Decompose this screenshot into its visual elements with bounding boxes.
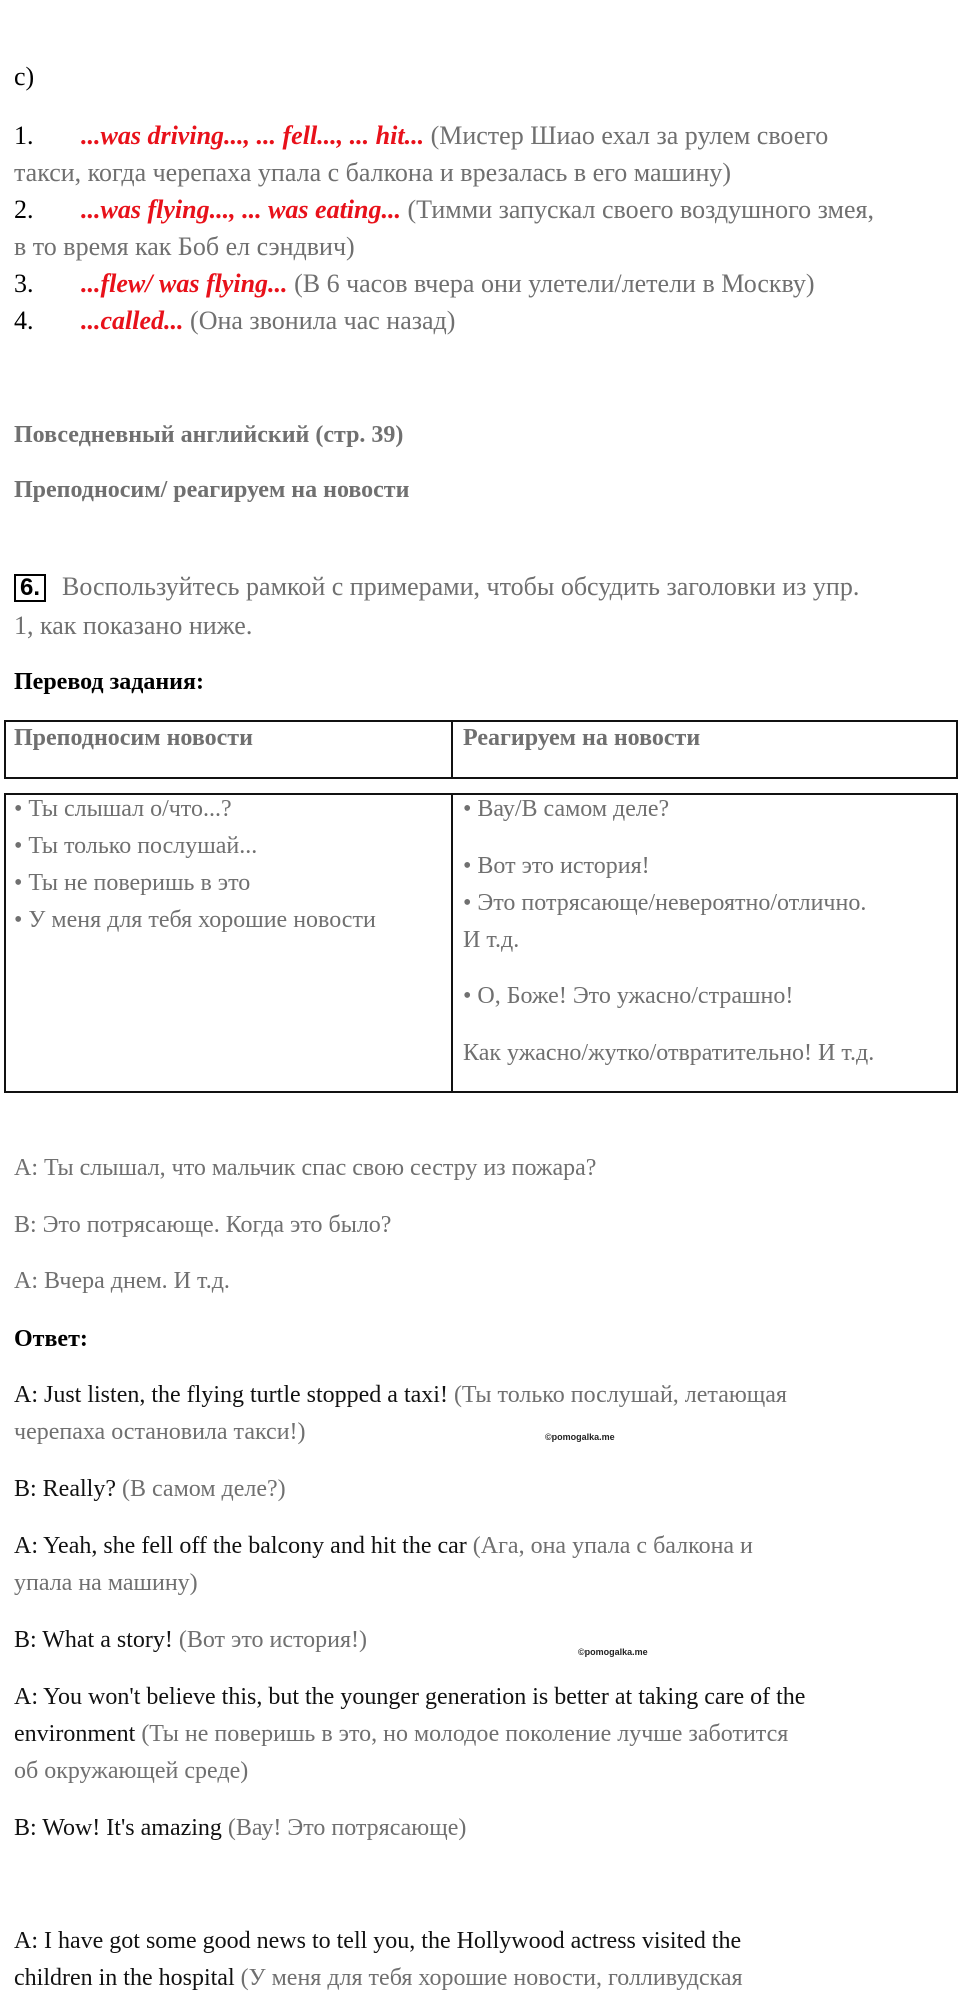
answer-item-2 xyxy=(14,191,874,228)
dialog-line-5: A: You won't believe this, but the younger generation is better at taking care of the xyxy=(14,1684,806,1710)
example-line: B: Это потрясающе. Когда это было? xyxy=(14,1212,392,1238)
dialog-translation: (Ага, она упала с балкона и xyxy=(472,1533,753,1559)
answer-item-1 xyxy=(14,117,828,154)
table-right-item: • Вот это история! xyxy=(463,853,650,879)
table-divider xyxy=(451,720,453,779)
dialog-line-7-cont xyxy=(14,1965,743,1992)
table-header-left: Преподносим новости xyxy=(14,725,253,751)
answer-number: 4. xyxy=(14,306,34,335)
section-title: Повседневный английский (стр. 39) xyxy=(14,422,404,448)
exercise-instruction xyxy=(14,572,859,602)
dialog-line-2 xyxy=(14,1476,286,1503)
dialog-english: B: Really? xyxy=(14,1476,116,1502)
dialog-translation: (Ты не поверишь в это, но молодое поколение лучше заботится xyxy=(141,1721,789,1747)
dialog-translation: (Ты только послушай, летающая xyxy=(453,1382,787,1408)
dialog-line-5-cont xyxy=(14,1721,788,1748)
exercise-text: Воспользуйтесь рамкой с примерами, чтобы обсудить заголовки из упр. xyxy=(62,572,860,601)
table-header-right: Реагируем на новости xyxy=(463,725,701,751)
section-subtitle: Преподносим/ реагируем на новости xyxy=(14,477,410,503)
dialog-translation-cont: упала на машину) xyxy=(14,1570,198,1596)
dialog-line-3 xyxy=(14,1533,753,1560)
dialog-line-7: A: I have got some good news to tell you, the Hollywood actress visited the xyxy=(14,1928,742,1954)
dialog-english: children in the hospital xyxy=(14,1965,235,1991)
table-left-item: • Ты не поверишь в это xyxy=(14,870,251,896)
table-right-item: • Это потрясающе/невероятно/отлично. xyxy=(463,890,867,916)
answer-text: ...was flying..., ... was eating... xyxy=(81,195,401,224)
dialog-english: environment xyxy=(14,1721,136,1747)
table-right-item: И т.д. xyxy=(463,927,520,953)
table-left-item: • Ты слышал о/что...? xyxy=(14,796,232,822)
dialog-line-6 xyxy=(14,1815,466,1842)
dialog-translation: (Вау! Это потрясающе) xyxy=(227,1815,467,1841)
dialog-translation: (Вот это история!) xyxy=(178,1627,368,1653)
answer-label: Ответ: xyxy=(14,1326,88,1352)
dialog-english: A: Just listen, the flying turtle stopped a taxi! xyxy=(14,1382,448,1408)
dialog-english: A: Yeah, she fell off the balcony and hit the car xyxy=(14,1533,467,1559)
table-left-item: • У меня для тебя хорошие новости xyxy=(14,907,376,933)
dialog-translation: (У меня для тебя хорошие новости, голливудская xyxy=(240,1965,743,1991)
dialog-translation-cont: об окружающей среде) xyxy=(14,1758,249,1784)
answer-item-3 xyxy=(14,265,815,302)
answer-number: 1. xyxy=(14,121,34,150)
example-line: A: Вчера днем. И т.д. xyxy=(14,1268,230,1294)
table-left-item: • Ты только послушай... xyxy=(14,833,258,859)
table-divider xyxy=(451,793,453,1093)
table-right-item: • О, Боже! Это ужасно/страшно! xyxy=(463,983,794,1009)
watermark: ©pomogalka.me xyxy=(578,1647,648,1657)
dialog-english: B: Wow! It's amazing xyxy=(14,1815,222,1841)
answer-translation: (Мистер Шиао ехал за рулем своего xyxy=(430,121,829,150)
answer-text: ...flew/ was flying... xyxy=(81,269,288,298)
answer-translation-cont: такси, когда черепаха упала с балкона и врезалась в его машину) xyxy=(14,158,732,187)
answer-translation: (Она звонила час назад) xyxy=(190,306,456,335)
exercise-text-cont: 1, как показано ниже. xyxy=(14,611,253,640)
exercise-number: 6. xyxy=(14,574,46,602)
task-translation-label: Перевод задания: xyxy=(14,669,204,695)
answer-item-4 xyxy=(14,302,455,339)
dialog-english: B: What a story! xyxy=(14,1627,173,1653)
table-right-item: Как ужасно/жутко/отвратительно! И т.д. xyxy=(463,1040,875,1066)
dialog-translation: (В самом деле?) xyxy=(121,1476,286,1502)
table-right-item: • Вау/В самом деле? xyxy=(463,796,670,822)
section-letter: c) xyxy=(14,62,35,91)
answer-number: 3. xyxy=(14,269,34,298)
answer-text: ...called... xyxy=(81,306,184,335)
watermark: ©pomogalka.me xyxy=(545,1432,615,1442)
answer-translation: (Тимми запускал своего воздушного змея, xyxy=(407,195,874,224)
answer-text: ...was driving..., ... fell..., ... hit... xyxy=(81,121,425,150)
answer-translation-cont: в то время как Боб ел сэндвич) xyxy=(14,232,355,261)
answer-number: 2. xyxy=(14,195,34,224)
example-line: A: Ты слышал, что мальчик спас свою сестру из пожара? xyxy=(14,1155,597,1181)
dialog-line-4 xyxy=(14,1627,367,1654)
answer-translation: (В 6 часов вчера они улетели/летели в Москву) xyxy=(294,269,815,298)
dialog-translation-cont: черепаха остановила такси!) xyxy=(14,1419,306,1445)
dialog-line-1 xyxy=(14,1382,787,1409)
